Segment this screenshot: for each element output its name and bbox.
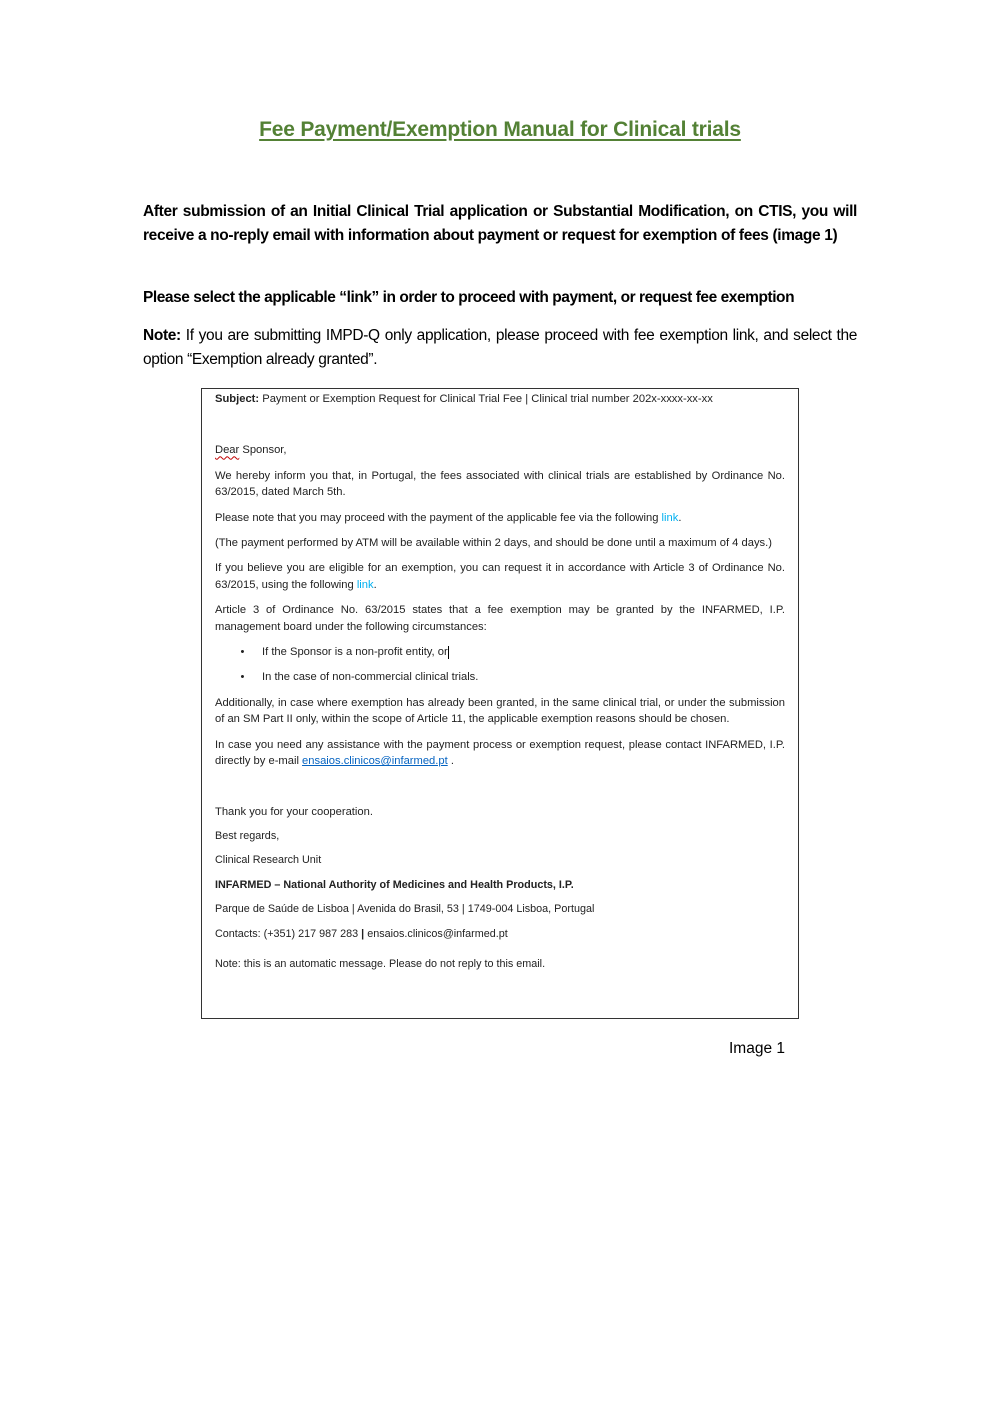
document-title: Fee Payment/Exemption Manual for Clinical trials xyxy=(259,118,741,141)
text-cursor xyxy=(448,646,449,659)
contacts-separator: | xyxy=(361,927,365,940)
email-greeting xyxy=(215,442,785,458)
contact-email-link[interactable]: ensaios.clinicos@infarmed.pt xyxy=(302,755,448,768)
org-line: INFARMED – National Authority of Medicines and Health Products, I.P. xyxy=(215,878,574,891)
email-paragraph-additionally: Additionally, in case where exemption has already been granted, in the same clinical trial, or under the submission of an SM Part II only, within the scope of Article 11, the applicable exemption reasons should be chosen. xyxy=(215,696,785,726)
email-screenshot xyxy=(201,388,799,1019)
contacts-email: ensaios.clinicos@infarmed.pt xyxy=(364,927,508,940)
email-paragraph-contact xyxy=(215,737,785,770)
address-line: Parque de Saúde de Lisboa | Avenida do Brasil, 53 | 1749-004 Lisboa, Portugal xyxy=(215,903,595,916)
note-paragraph xyxy=(143,324,857,372)
bullet-item xyxy=(215,644,785,660)
unit-line: Clinical Research Unit xyxy=(215,854,322,867)
email-paragraph-exemption xyxy=(215,560,785,593)
auto-note-line: Note: this is an automatic message. Please do not reply to this email. xyxy=(215,957,546,970)
contact-text: In case you need any assistance with the payment process or exemption request, please contact INFARMED, I.P. directly by e-mail xyxy=(215,738,785,768)
contacts-text: Contacts: (+351) 217 987 283 xyxy=(215,927,362,940)
email-paragraph-article3: Article 3 of Ordinance No. 63/2015 states that a fee exemption may be granted by the INFARMED, I.P. management board under the following circumstances: xyxy=(215,604,785,633)
subject-text: Payment or Exemption Request for Clinical Trial Fee | Clinical trial number 202x-xxxx-xx-xx xyxy=(259,393,713,405)
instruction-paragraph: Please select the applicable “link” in order to proceed with payment, or request fee exemption xyxy=(143,289,795,306)
greeting-rest: Sponsor, xyxy=(239,444,287,457)
note-text: If you are submitting IMPD-Q only application, please proceed with fee exemption link, and select the option “Exemption already granted”. xyxy=(143,327,857,368)
thanks-line: Thank you for your cooperation. xyxy=(215,805,373,818)
note-label: Note: xyxy=(143,327,181,344)
exemption-text: If you believe you are eligible for an exemption, you can request it in accordance with Article 3 of Ordinance No. 63/2015, using the following xyxy=(215,562,785,591)
exemption-end: . xyxy=(373,578,377,591)
payment-text: Please note that you may proceed with the payment of the applicable fee via the following xyxy=(215,511,662,524)
email-paragraph-payment xyxy=(215,510,785,526)
regards-line: Best regards, xyxy=(215,829,280,842)
contact-end: . xyxy=(447,755,454,768)
bullet-text: In the case of non-commercial clinical trials. xyxy=(262,671,479,684)
bullet-item xyxy=(215,669,785,685)
image-caption: Image 1 xyxy=(729,1040,786,1057)
bullet-icon: • xyxy=(240,646,245,659)
contacts-line xyxy=(215,926,785,942)
bullet-icon: • xyxy=(240,671,245,684)
payment-link[interactable]: link xyxy=(661,511,679,524)
bullet-text: If the Sponsor is a non-profit entity, or xyxy=(262,646,448,659)
subject-label: Subject: xyxy=(215,393,260,405)
email-paragraph-ordinance: We hereby inform you that, in Portugal, the fees associated with clinical trials are established by Ordinance No. 63/2015, dated March 5th. xyxy=(215,469,785,499)
email-subject xyxy=(215,391,785,407)
exemption-link[interactable]: link xyxy=(356,578,374,591)
greeting-word: Dear xyxy=(215,444,240,457)
intro-paragraph: After submission of an Initial Clinical Trial application or Substantial Modification, on CTIS, you will receive a no-reply email with information about payment or request for exemption of fees (image 1) xyxy=(143,203,857,244)
email-paragraph-atm: (The payment performed by ATM will be available within 2 days, and should be done until a maximum of 4 days.) xyxy=(215,537,772,550)
email-signature xyxy=(215,804,785,973)
payment-end: . xyxy=(678,511,682,524)
